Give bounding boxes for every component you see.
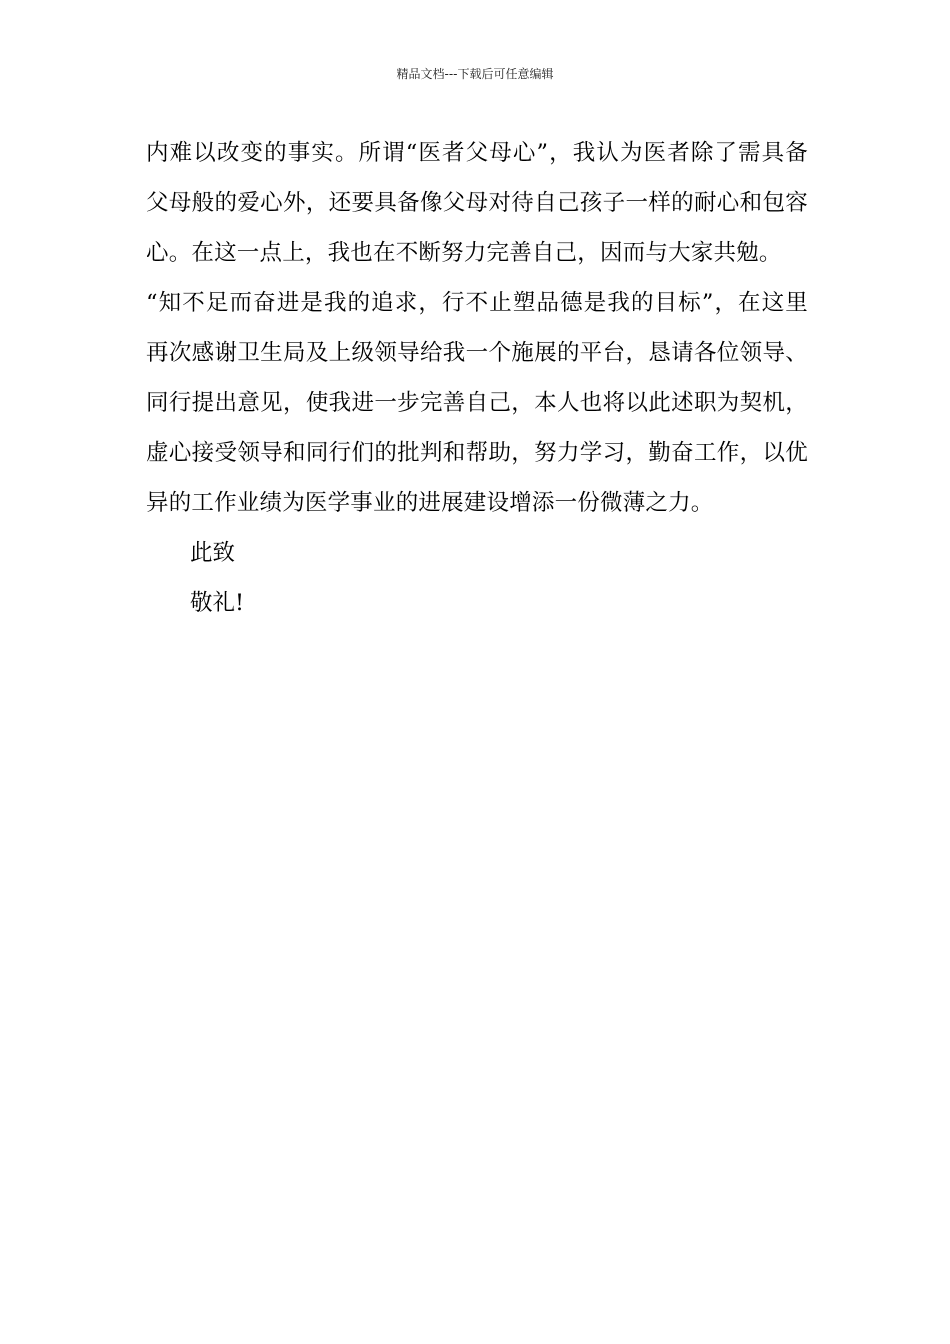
closing-regards: 敬礼! xyxy=(190,590,245,616)
body-line-3: 心。在这一点上，我也在不断努力完善自己，因而与大家共勉。 xyxy=(146,240,782,266)
body-line-7: 虚心接受领导和同行们的批判和帮助，努力学习，勤奋工作，以优 xyxy=(146,440,808,466)
document-body xyxy=(146,130,808,630)
body-line-2: 父母般的爱心外，还要具备像父母对待自己孩子一样的耐心和包容 xyxy=(146,190,808,216)
body-line-6: 同行提出意见，使我进一步完善自己，本人也将以此述职为契机， xyxy=(146,390,808,416)
closing-salutation: 此致 xyxy=(190,540,236,566)
page-header: 精品文档---下载后可任意编辑 xyxy=(396,67,554,81)
body-line-4: “知不足而奋进是我的追求，行不止塑品德是我的目标”，在这里 xyxy=(146,290,808,316)
body-line-8: 异的工作业绩为医学事业的进展建设增添一份微薄之力。 xyxy=(146,490,714,516)
body-line-1: 内难以改变的事实。所谓“医者父母心”，我认为医者除了需具备 xyxy=(146,140,808,166)
body-line-5: 再次感谢卫生局及上级领导给我一个施展的平台，恳请各位领导、 xyxy=(146,340,808,366)
